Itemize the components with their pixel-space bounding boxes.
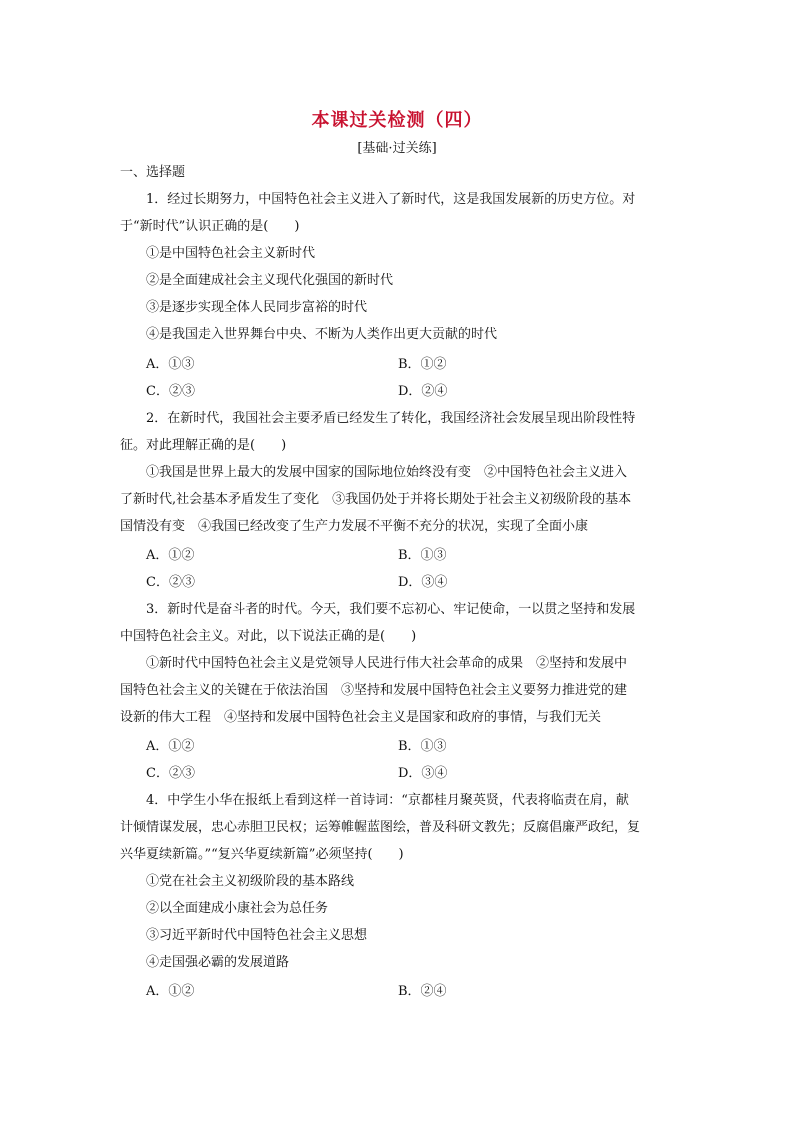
question-4-option-b: B．②④ [398, 984, 447, 999]
question-1-statement-4: ④是我国走入世界舞台中央、不断为人类作出更大贡献的时代 [146, 327, 498, 342]
question-4-statement-4: ④走国强必霸的发展道路 [146, 955, 290, 970]
question-3-paragraph-1: ①新时代中国特色社会主义是党领导人民进行伟大社会革命的成果 ②坚持和发展中 [146, 656, 628, 671]
question-3-paragraph-2: 国特色社会主义的关键在于依法治国 ③坚持和发展中国特色社会主义要努力推进党的建 [120, 683, 628, 698]
question-2-stem: 2．在新时代，我国社会主要矛盾已经发生了转化，我国经济社会发展呈现出阶段性特 [146, 411, 636, 426]
question-4-statement-1: ①党在社会主义初级阶段的基本路线 [146, 874, 355, 889]
question-4-stem-cont-2: 兴华夏续新篇。”“复兴华夏续新篇”必须坚持( ) [120, 847, 404, 862]
question-1-option-b: B．①② [398, 357, 447, 372]
question-2-paragraph-1: ①我国是世界上最大的发展中国家的国际地位始终没有变 ②中国特色社会主义进入 [146, 465, 628, 480]
question-3-stem-cont: 中国特色社会主义。对此，以下说法正确的是( ) [120, 629, 417, 644]
question-1-statement-1: ①是中国特色社会主义新时代 [146, 246, 316, 261]
question-1-statement-2: ②是全面建成社会主义现代化强国的新时代 [146, 273, 394, 288]
question-1-option-d: D．②④ [398, 384, 448, 399]
question-2-paragraph-2: 了新时代,社会基本矛盾发生了变化 ③我国仍处于并将长期处于社会主义初级阶段的基本 [120, 492, 632, 507]
question-4-stem-cont-1: 计倾情谋发展，忠心赤胆卫民权；运筹帷幄蓝图绘，普及科研文教先；反腐倡廉严政纪，复 [120, 820, 641, 835]
question-3-paragraph-3: 设新的伟大工程 ④坚持和发展中国特色社会主义是国家和政府的事情，与我们无关 [120, 710, 602, 725]
question-2-option-a: A．①② [146, 548, 195, 563]
question-1-statement-3: ③是逐步实现全体人民同步富裕的时代 [146, 300, 368, 315]
question-4-statement-3: ③习近平新时代中国特色社会主义思想 [146, 928, 368, 943]
question-2-stem-cont: 征。对此理解正确的是( ) [120, 438, 287, 453]
question-2-paragraph-3: 国情没有变 ④我国已经改变了生产力发展不平衡不充分的状况，实现了全面小康 [120, 519, 589, 534]
question-3-option-c: C．②③ [146, 766, 195, 781]
question-1-stem-cont: 于“新时代”认识正确的是( ) [120, 219, 300, 234]
question-2-option-c: C．②③ [146, 575, 195, 590]
question-2-option-b: B．①③ [398, 548, 447, 563]
page-title: 本课过关检测（四） [311, 110, 483, 131]
section-heading: 一、选择题 [120, 165, 186, 180]
question-3-option-d: D．③④ [398, 766, 448, 781]
question-2-option-d: D．③④ [398, 575, 448, 590]
question-3-stem: 3．新时代是奋斗者的时代。今天，我们要不忘初心、牢记使命，一以贯之坚持和发展 [146, 602, 636, 617]
page-subtitle: [基础·过关练] [357, 141, 437, 156]
question-4-stem: 4．中学生小华在报纸上看到这样一首诗词：“京都桂月聚英贤，代表将临责在肩，献 [146, 793, 629, 808]
question-1-stem: 1．经过长期努力，中国特色社会主义进入了新时代，这是我国发展新的历史方位。对 [146, 192, 636, 207]
question-1-option-c: C．②③ [146, 384, 195, 399]
question-4-statement-2: ②以全面建成小康社会为总任务 [146, 901, 329, 916]
question-4-option-a: A．①② [146, 984, 195, 999]
question-1-option-a: A．①③ [146, 357, 195, 372]
question-3-option-a: A．①② [146, 739, 195, 754]
question-3-option-b: B．①③ [398, 739, 447, 754]
